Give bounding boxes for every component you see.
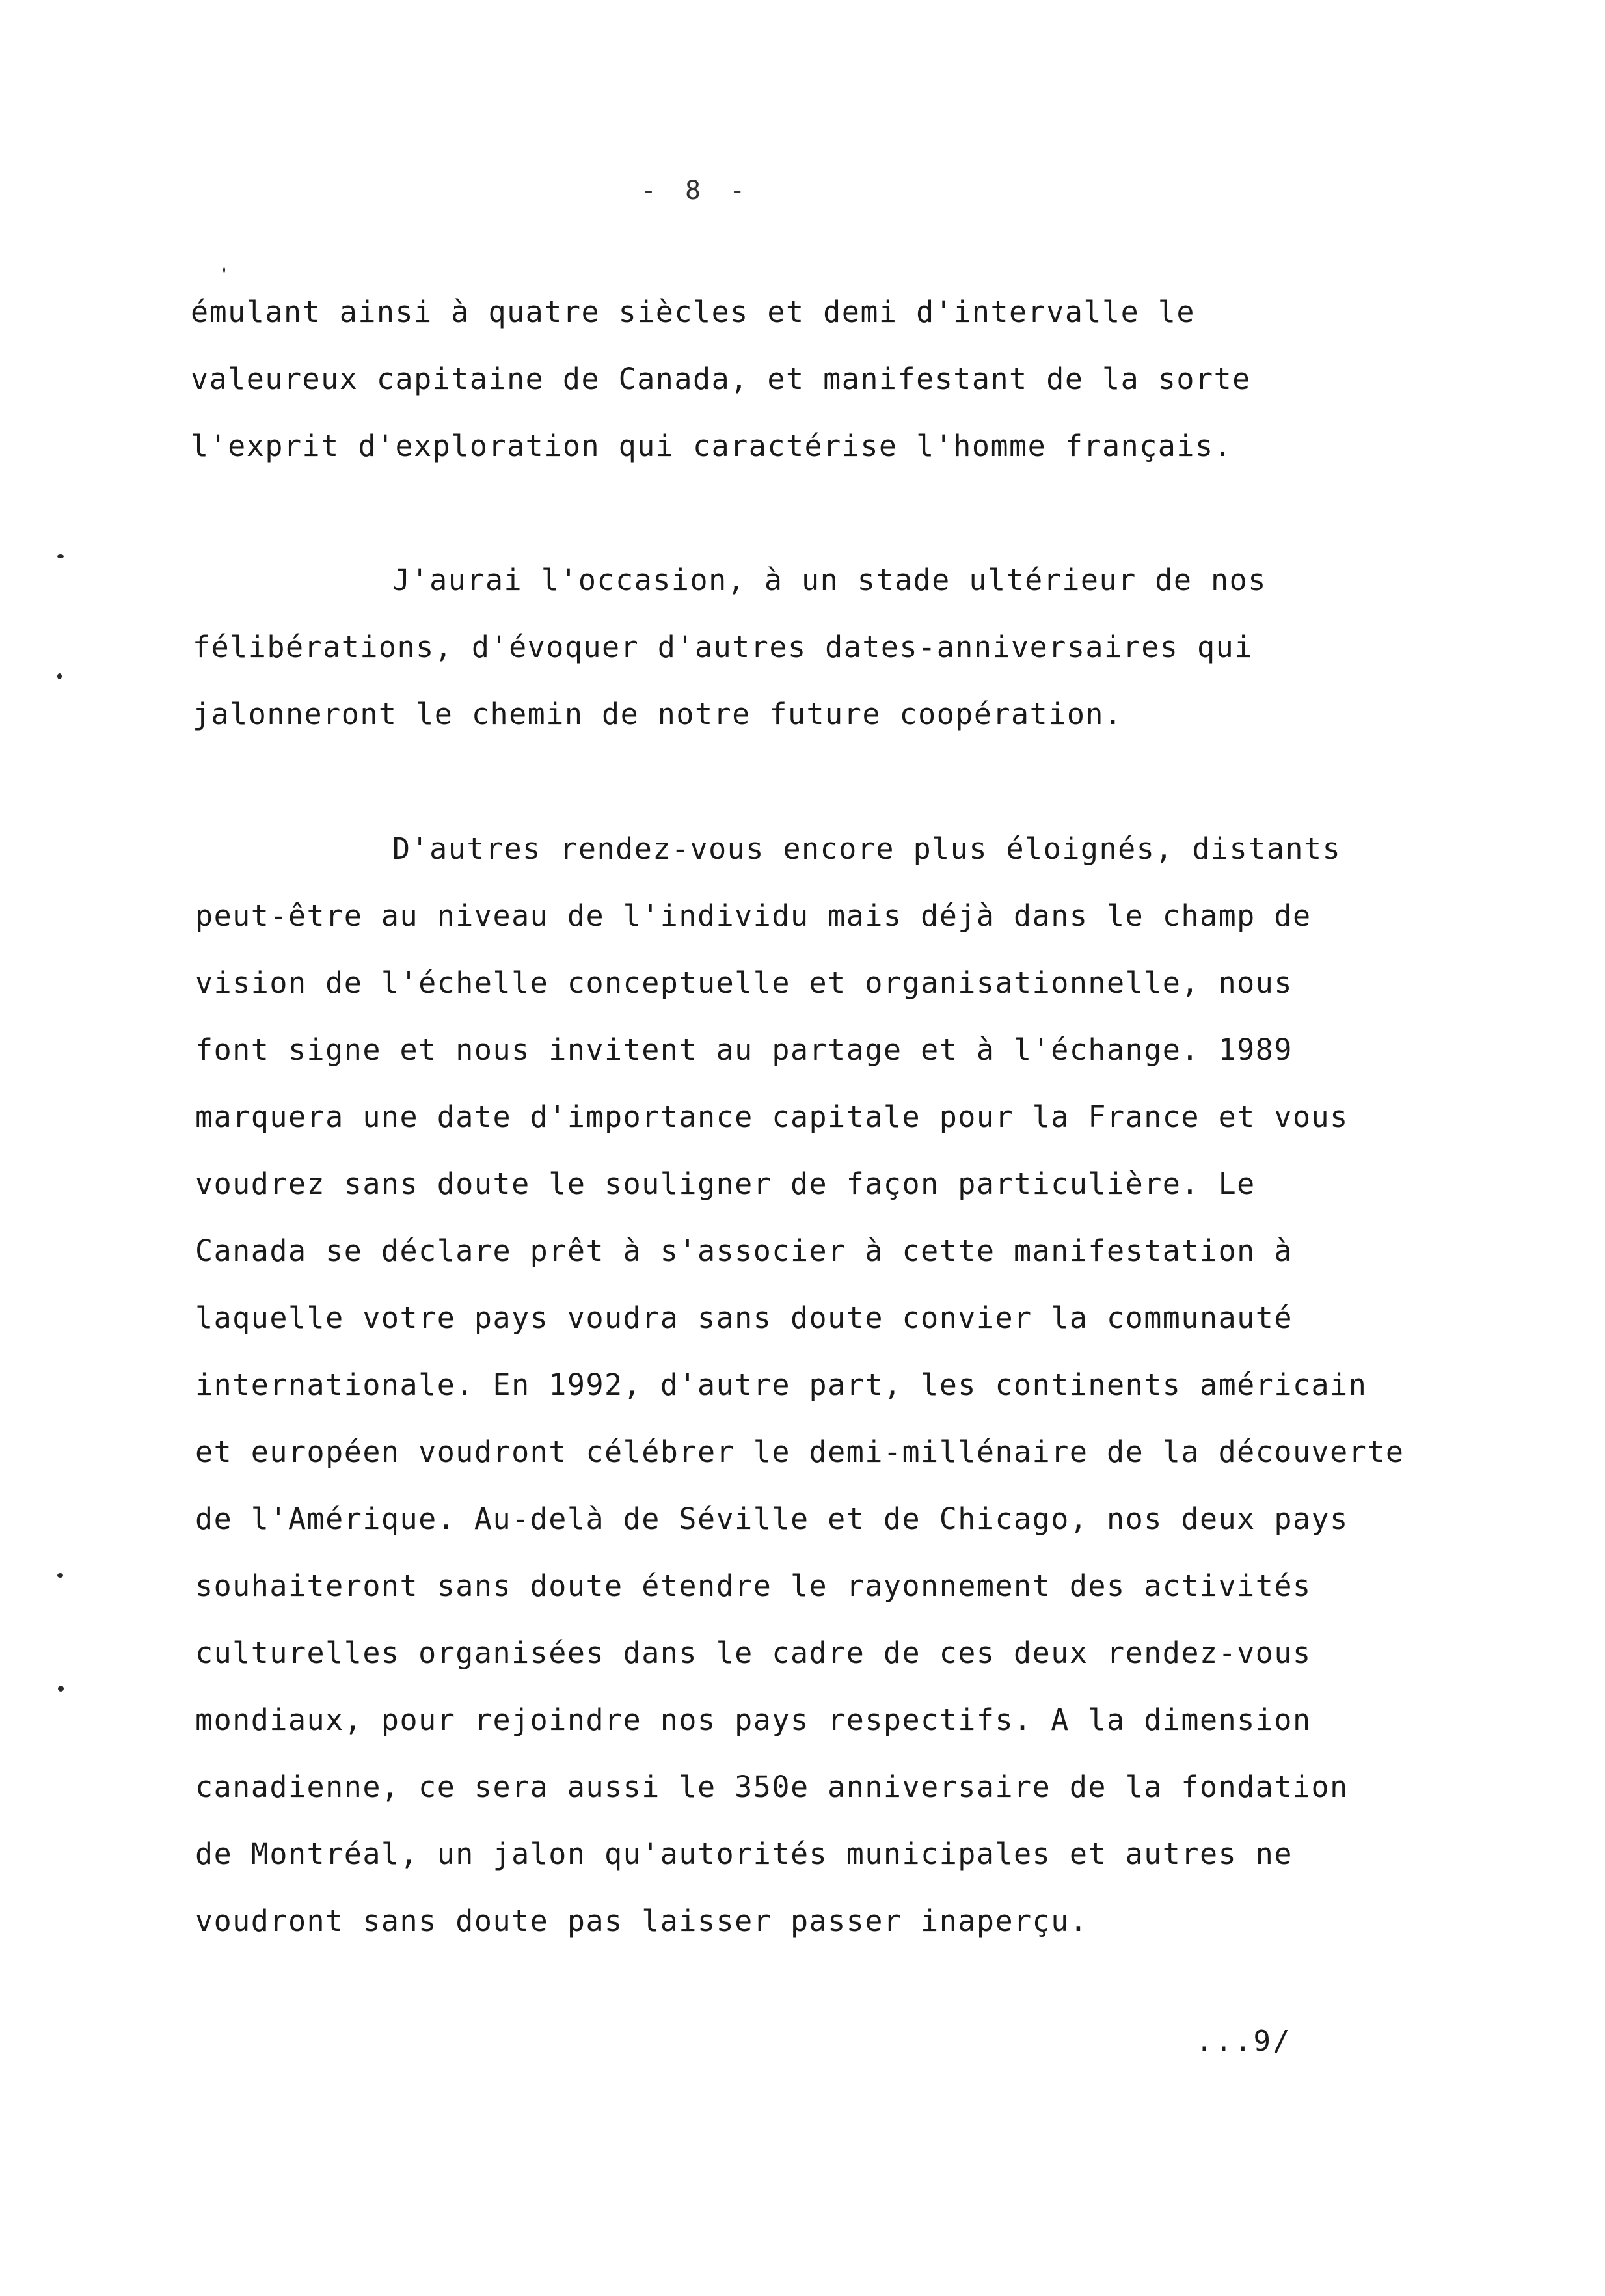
text-line: internationale. En 1992, d'autre part, les continents américain	[195, 1368, 1368, 1402]
scan-speck	[223, 267, 225, 273]
text-line: voudront sans doute pas laisser passer inaperçu.	[195, 1904, 1088, 1938]
text-line: et européen voudront célébrer le demi-millénaire de la découverte	[195, 1435, 1405, 1469]
text-line: marquera une date d'importance capitale pour la France et vous	[195, 1100, 1349, 1134]
scan-speck	[57, 673, 62, 679]
text-line: félibérations, d'évoquer d'autres dates-anniversaires qui	[193, 630, 1253, 664]
text-line: J'aurai l'occasion, à un stade ultérieur de nos	[392, 563, 1267, 597]
scan-speck	[57, 554, 64, 558]
text-line: culturelles organisées dans le cadre de ces deux rendez-vous	[195, 1636, 1312, 1670]
text-line: l'exprit d'exploration qui caractérise l'homme français.	[191, 429, 1233, 463]
text-line: font signe et nous invitent au partage et à l'échange. 1989	[195, 1033, 1293, 1067]
text-line: canadienne, ce sera aussi le 350e anniversaire de la fondation	[195, 1770, 1349, 1804]
continuation-marker: ...9/	[1196, 2025, 1292, 2058]
text-line: de Montréal, un jalon qu'autorités municipales et autres ne	[195, 1837, 1293, 1871]
text-line: vision de l'échelle conceptuelle et organisationnelle, nous	[195, 966, 1293, 1000]
text-line: valeureux capitaine de Canada, et manifestant de la sorte	[191, 362, 1251, 396]
text-line: souhaiteront sans doute étendre le rayonnement des activités	[195, 1569, 1312, 1603]
text-line: Canada se déclare prêt à s'associer à cette manifestation à	[195, 1234, 1293, 1268]
text-line: peut-être au niveau de l'individu mais déjà dans le champ de	[195, 898, 1312, 933]
text-line: voudrez sans doute le souligner de façon particulière. Le	[195, 1167, 1256, 1201]
text-line: D'autres rendez-vous encore plus éloignés, distants	[392, 831, 1342, 866]
scan-speck	[58, 1686, 64, 1692]
scan-speck	[57, 1573, 63, 1578]
text-line: laquelle votre pays voudra sans doute convier la communauté	[195, 1301, 1293, 1335]
text-line: de l'Amérique. Au-delà de Séville et de Chicago, nos deux pays	[195, 1502, 1349, 1536]
text-line: jalonneront le chemin de notre future coopération.	[193, 697, 1123, 731]
text-line: émulant ainsi à quatre siècles et demi d'intervalle le	[191, 295, 1195, 329]
text-line: mondiaux, pour rejoindre nos pays respectifs. A la dimension	[195, 1703, 1312, 1737]
page-number: - 8 -	[640, 176, 752, 206]
